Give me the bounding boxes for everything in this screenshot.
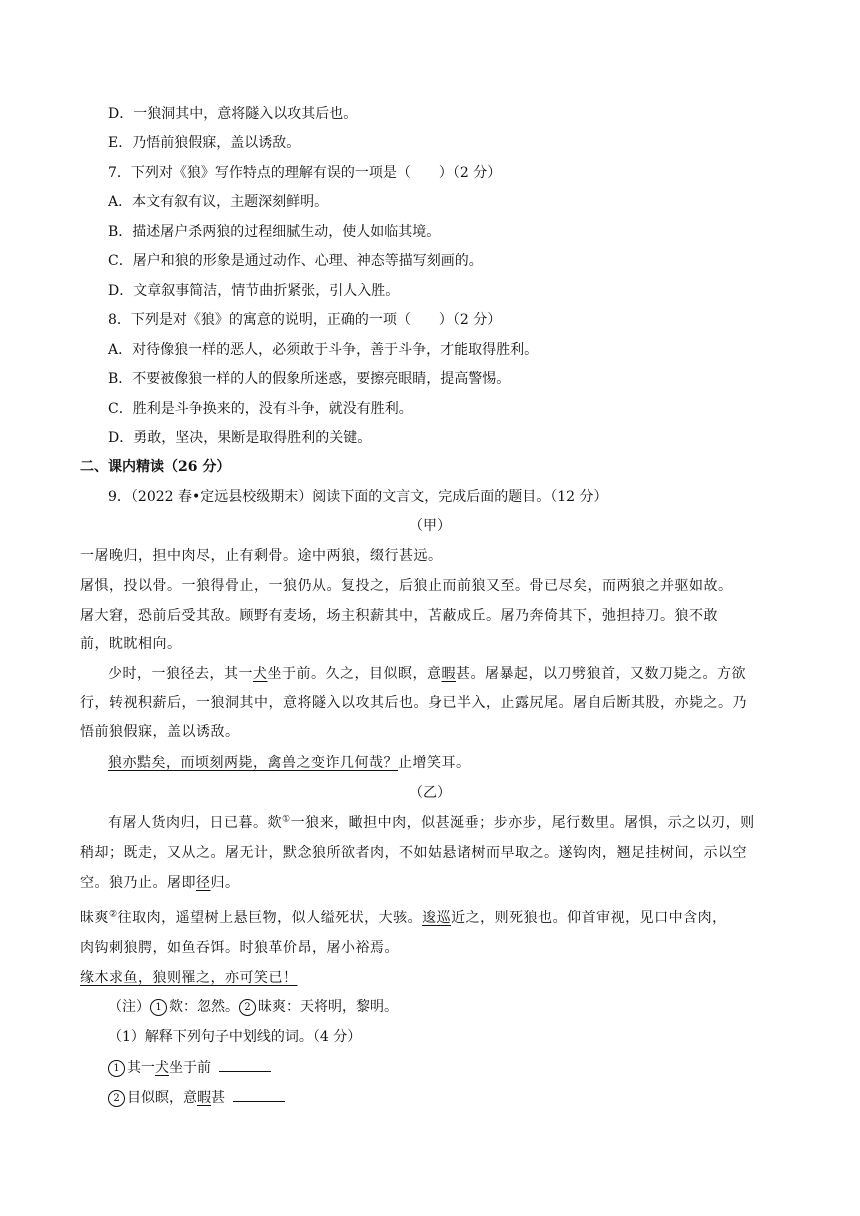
circled-number-1: 1 — [150, 999, 167, 1016]
q7-option-d: D．文章叙事简洁，情节曲折紧张，引人入胜。 — [108, 283, 400, 299]
underlined-word-xia: 暇 — [197, 1090, 211, 1106]
circled-number-1: 1 — [108, 1060, 125, 1077]
circled-number-2: 2 — [108, 1090, 125, 1107]
yi-paragraph-1-line-2: 稍却；既走，又从之。屠无计，默念狼所欲者肉，不如姑悬诸树而早取之。遂钩肉，翘足挂树间，示以空 — [80, 845, 747, 861]
notes-line — [108, 997, 398, 1017]
yi-paragraph-1-line-3 — [80, 873, 240, 893]
text-segment: 止增笑耳。 — [398, 755, 471, 771]
section-2-title: 二、课内精读（26 分） — [80, 459, 231, 475]
text-segment: 往取肉，遥望树上悬巨物，似人缢死状，大骇。 — [117, 910, 423, 926]
q7-option-a: A．本文有叙有议，主题深刻鲜明。 — [108, 194, 329, 210]
text-segment: 近之，则死狼也。仰首审视，见口中含肉， — [451, 910, 727, 926]
jia-paragraph-4-line-1 — [108, 664, 746, 684]
text-segment: 坐于前 — [169, 1060, 211, 1076]
text-segment: 有屠人货肉归，日已暮。欻 — [108, 815, 282, 831]
text-segment: 甚 — [211, 1090, 225, 1106]
text-segment: 归。 — [210, 875, 240, 891]
yi-paragraph-2-line-1 — [80, 908, 727, 928]
jia-paragraph-3-line-2: 前，眈眈相向。 — [80, 636, 182, 652]
option-e-top: E．乃悟前狼假寐，盖以诱敌。 — [108, 135, 301, 151]
jia-paragraph-4-line-3: 悟前狼假寐，盖以诱敌。 — [80, 724, 240, 740]
text-segment: 昧爽 — [80, 910, 109, 926]
yi-paragraph-1-line-1 — [108, 813, 755, 833]
note-marker-1: ① — [282, 814, 291, 825]
q8-option-a: A．对待像狼一样的恶人，必须敢于斗争，善于斗争，才能取得胜利。 — [108, 342, 539, 358]
text-segment: 目似瞑，意 — [127, 1090, 197, 1106]
passage-yi-label: （乙） — [409, 785, 451, 801]
text-segment: 空。狼乃止。屠即 — [80, 875, 196, 891]
yi-paragraph-2-line-2: 肉钩刺狼腭，如鱼吞饵。时狼革价昂，屠小裕焉。 — [80, 940, 399, 956]
underlined-word-jing: 径 — [196, 875, 211, 891]
underlined-sentence: 缘木求鱼，狼则罹之，亦可笑已！ — [80, 970, 298, 986]
text-segment: 甚。屠暴起，以刀劈狼首，又数刀毙之。方欲 — [456, 666, 746, 682]
question-8-stem: 8．下列是对《狼》的寓意的说明，正确的一项（ ）（2 分） — [108, 312, 502, 328]
note-2: 昧爽：天将明，黎明。 — [258, 999, 398, 1015]
answer-blank[interactable] — [219, 1057, 271, 1072]
notes-prefix: （注） — [108, 999, 150, 1015]
question-7-stem: 7．下列对《狼》写作特点的理解有误的一项是（ ）（2 分） — [108, 165, 502, 181]
note-1: 欻：忽然。 — [169, 999, 239, 1015]
q8-option-c: C．胜利是斗争换来的，没有斗争，就没有胜利。 — [108, 401, 413, 417]
circled-number-2: 2 — [239, 999, 256, 1016]
text-segment: 其一 — [127, 1060, 155, 1076]
jia-paragraph-2: 屠惧，投以骨。一狼得骨止，一狼仍从。复投之，后狼止而前狼又至。骨已尽矣，而两狼之并驱如故。 — [80, 578, 733, 594]
option-d-top: D．一狼洞其中，意将隧入以攻其后也。 — [108, 106, 358, 122]
jia-paragraph-5 — [108, 753, 471, 773]
sub-question-1-item-2 — [108, 1087, 285, 1108]
q7-option-c: C．屠户和狼的形象是通过动作、心理、神态等描写刻画的。 — [108, 253, 483, 269]
q7-option-b: B．描述屠户杀两狼的过程细腻生动，使人如临其境。 — [108, 224, 441, 240]
answer-blank[interactable] — [233, 1087, 285, 1102]
underlined-word-qunxun: 逡巡 — [422, 910, 452, 926]
jia-paragraph-4-line-2: 行，转视积薪后，一狼洞其中，意将隧入以攻其后也。身已半入，止露尻尾。屠自后断其股，亦毙之。乃 — [80, 695, 747, 711]
underlined-word-xia: 暇 — [441, 666, 456, 682]
underlined-sentence: 狼亦黠矣，而顷刻两毙，禽兽之变诈几何哉？ — [108, 755, 398, 771]
note-marker-2: ② — [109, 909, 118, 920]
jia-paragraph-3-line-1: 屠大窘，恐前后受其敌。顾野有麦场，场主积薪其中，苫蔽成丘。屠乃奔倚其下，弛担持刀。狼不敢 — [80, 608, 718, 624]
text-segment: 少时，一狼径去，其一 — [108, 666, 253, 682]
q8-option-b: B．不要被像狼一样的人的假象所迷惑，要擦亮眼睛，提高警惕。 — [108, 371, 511, 387]
underlined-word-quan: 犬 — [155, 1060, 169, 1076]
text-segment: 一狼来，瞰担中肉，似甚涎垂；步亦步，尾行数里。屠惧，示之以刃，则 — [290, 815, 755, 831]
text-segment: 坐于前。久之，目似瞑，意 — [267, 666, 442, 682]
passage-jia-label: （甲） — [409, 518, 451, 534]
sub-question-1-stem: （1）解释下列句子中划线的词。（4 分） — [108, 1029, 362, 1045]
underlined-word-quan: 犬 — [253, 666, 268, 682]
yi-paragraph-3 — [80, 968, 298, 988]
q8-option-d: D．勇敢，坚决，果断是取得胜利的关键。 — [108, 430, 372, 446]
question-9-stem: 9．（2022 春•定远县校级期末）阅读下面的文言文，完成后面的题目。（12 分） — [108, 489, 608, 505]
sub-question-1-item-1 — [108, 1057, 271, 1078]
jia-paragraph-1: 一屠晚归，担中肉尽，止有剩骨。途中两狼，缀行甚远。 — [80, 548, 443, 564]
